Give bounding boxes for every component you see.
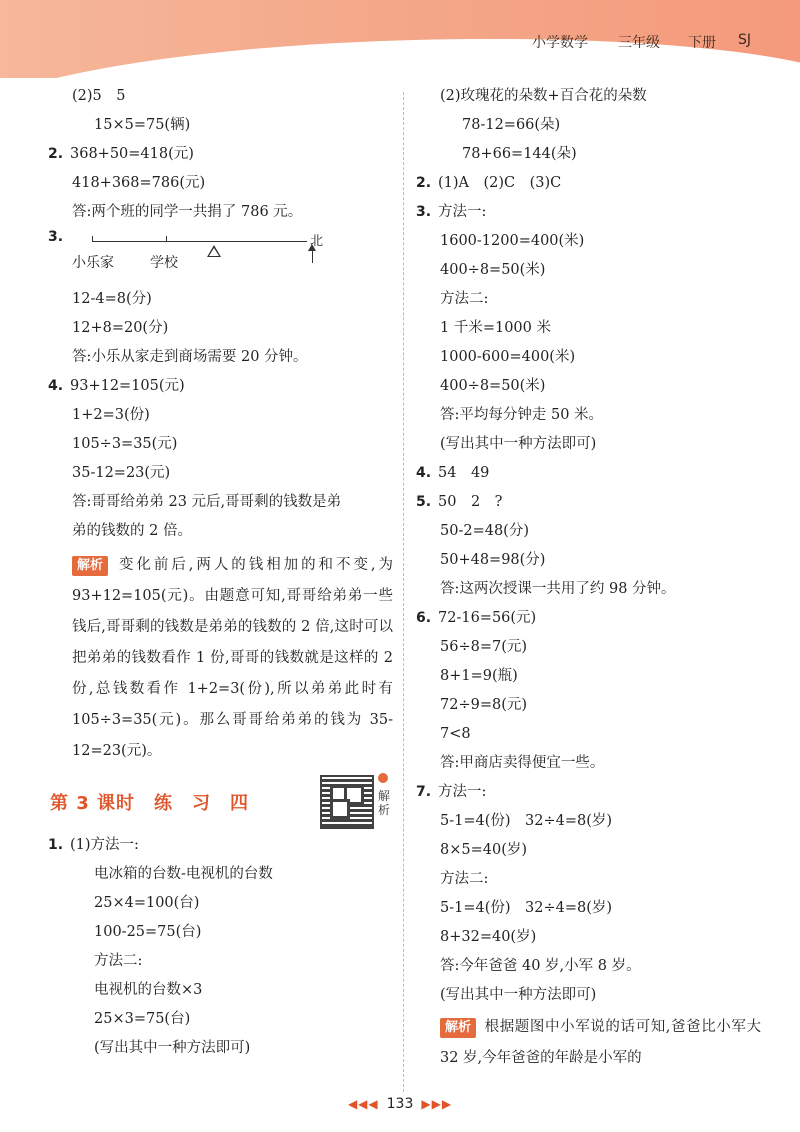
answer-line: 8+1=9(瓶)	[440, 668, 518, 684]
question-number: 2.	[48, 146, 64, 162]
page-number: 133	[386, 1096, 414, 1112]
answer-line: 5-1=4(份) 32÷4=8(岁)	[440, 813, 613, 829]
answer-line: 方法二:	[94, 953, 143, 969]
answer-line: 368+50=418(元)	[70, 146, 194, 162]
answer-line: 400÷8=50(米)	[440, 262, 546, 278]
qr-finder	[330, 799, 350, 819]
play-icon	[378, 773, 388, 783]
analysis-block	[416, 1012, 761, 1074]
answer-line: 方法一:	[438, 784, 487, 800]
north-arrow-shaft	[312, 247, 313, 263]
answer-line: (写出其中一种方法即可)	[440, 987, 597, 1003]
answer-line: 1600-1200=400(米)	[440, 233, 585, 249]
column-divider	[403, 92, 404, 1092]
answer-line: 弟的钱数的 2 倍。	[72, 523, 192, 539]
next-arrows-icon: ▶▶▶	[421, 1097, 453, 1111]
prev-arrows-icon: ◀◀◀	[347, 1097, 379, 1111]
answer-line: 35-12=23(元)	[72, 465, 171, 481]
route-tick	[92, 236, 93, 242]
answer-line: 50 2 ?	[438, 494, 503, 510]
label-north: 北	[310, 234, 324, 249]
answer-line: 78-12=66(朵)	[462, 117, 561, 133]
answer-line: 12+8=20(分)	[72, 320, 169, 336]
answer-line: 1 千米=1000 米	[440, 320, 551, 336]
answer-line: (写出其中一种方法即可)	[94, 1040, 251, 1056]
answer-line: 56÷8=7(元)	[440, 639, 528, 655]
answer-line: 方法二:	[440, 291, 489, 307]
answer-line: 答:小乐从家走到商场需要 20 分钟。	[72, 349, 308, 365]
mall-triangle-inner	[209, 248, 219, 256]
section-header	[48, 775, 393, 831]
question-number: 6.	[416, 610, 432, 626]
answer-line: 25×3=75(台)	[94, 1011, 191, 1027]
answer-line: 100-25=75(台)	[94, 924, 202, 940]
right-column	[416, 82, 761, 1074]
left-column	[48, 82, 393, 1063]
answer-line: 78+66=144(朵)	[462, 146, 577, 162]
answer-line: 答:哥哥给弟弟 23 元后,哥哥剩的钱数是弟	[72, 494, 342, 510]
answer-line: 8×5=40(岁)	[440, 842, 528, 858]
question-number: 7.	[416, 784, 432, 800]
analysis-text: 变化前后,两人的钱相加的和不变,为 93+12=105(元)。由题意可知,哥哥给弟弟一些钱后,哥哥剩的钱数是弟弟的钱数的 2 倍,这时可以把弟弟的钱数看作 1 份,哥哥的钱数就是这样的 2 份,总钱数看作 1+2=3(份),所以弟弟此时有 105÷3=35(元)。那么哥哥给弟弟的钱为 35-12=23(元)。	[72, 557, 393, 759]
question-number: 5.	[416, 494, 432, 510]
answer-line: 50-2=48(分)	[440, 523, 529, 539]
answer-line: (2)5 5	[72, 88, 126, 104]
answer-line: (2)玫瑰花的朵数+百合花的朵数	[440, 88, 647, 104]
qr-code-icon[interactable]	[320, 775, 374, 829]
question-number: 4.	[416, 465, 432, 481]
answer-line: 93+12=105(元)	[70, 378, 185, 394]
question-number: 3.	[48, 229, 64, 245]
section-title: 第 3 课时 练 习 四	[50, 793, 250, 814]
answer-line: 72÷9=8(元)	[440, 697, 528, 713]
route-diagram	[48, 227, 393, 285]
answer-line: 电视机的台数×3	[94, 982, 203, 998]
answer-line: 12-4=8(分)	[72, 291, 152, 307]
route-tick	[166, 236, 167, 242]
route-line	[92, 241, 307, 242]
analysis-tag: 解析	[440, 1018, 476, 1038]
page-footer	[0, 1096, 800, 1112]
header-volume: 下册	[688, 35, 716, 51]
answer-line: 1000-600=400(米)	[440, 349, 576, 365]
answer-line: 答:甲商店卖得便宜一些。	[440, 755, 605, 771]
analysis-tag: 解析	[72, 556, 108, 576]
answer-line: 方法一:	[438, 204, 487, 220]
question-number: 3.	[416, 204, 432, 220]
header-edition: SJ	[738, 32, 752, 48]
answer-line: 答:两个班的同学一共捐了 786 元。	[72, 204, 303, 220]
answer-line: 答:今年爸爸 40 岁,小军 8 岁。	[440, 958, 641, 974]
qr-label: 解析	[378, 789, 391, 817]
answer-line: 8+32=40(岁)	[440, 929, 537, 945]
question-number: 1.	[48, 837, 64, 853]
answer-line: 418+368=786(元)	[72, 175, 206, 191]
question-number: 4.	[48, 378, 64, 394]
answer-line: 方法二:	[440, 871, 489, 887]
answer-line: 答:平均每分钟走 50 米。	[440, 407, 604, 423]
answer-line: 54 49	[438, 465, 490, 481]
analysis-text: 根据题图中小军说的话可知,爸爸比小军大 32 岁,今年爸爸的年龄是小军的	[440, 1019, 761, 1066]
answer-line: 105÷3=35(元)	[72, 436, 178, 452]
answer-line: 答:这两次授课一共用了约 98 分钟。	[440, 581, 676, 597]
answer-line: 72-16=56(元)	[438, 610, 537, 626]
answer-line: 电冰箱的台数-电视机的台数	[94, 866, 273, 882]
label-home: 小乐家	[72, 255, 114, 271]
header-book: 小学数学	[532, 35, 588, 51]
answer-line: (1)方法一:	[70, 837, 139, 853]
answer-line: 15×5=75(辆)	[94, 117, 191, 133]
header-grade: 三年级	[618, 35, 660, 51]
answer-line: 50+48=98(分)	[440, 552, 546, 568]
question-number: 2.	[416, 175, 432, 191]
answer-line: 1+2=3(份)	[72, 407, 150, 423]
answer-line: 400÷8=50(米)	[440, 378, 546, 394]
answer-line: (写出其中一种方法即可)	[440, 436, 597, 452]
label-school: 学校	[150, 255, 178, 271]
answer-line: 25×4=100(台)	[94, 895, 200, 911]
analysis-block	[48, 550, 393, 767]
answer-line: (1)A (2)C (3)C	[438, 175, 562, 191]
answer-line: 5-1=4(份) 32÷4=8(岁)	[440, 900, 613, 916]
answer-line: 7<8	[440, 726, 471, 742]
